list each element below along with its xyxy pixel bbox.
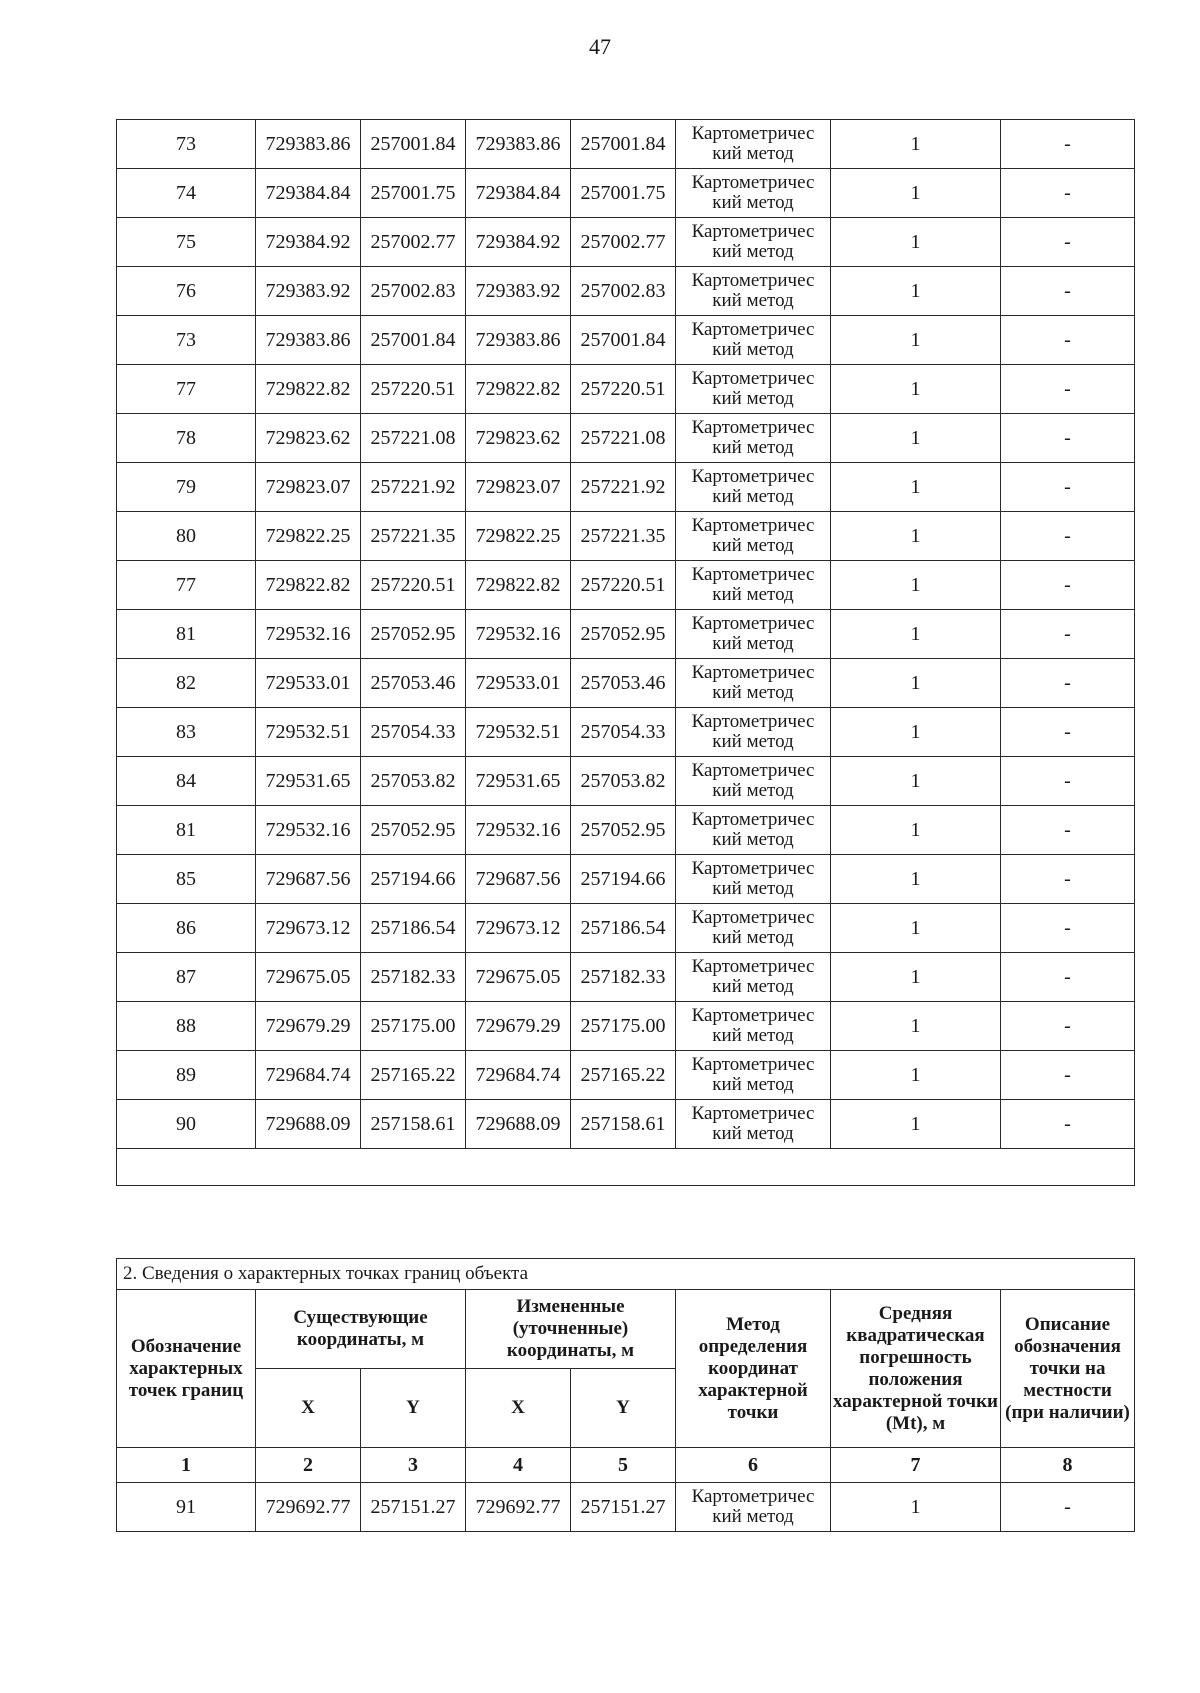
- mean-square-error-cell: 1: [831, 267, 1001, 316]
- point-id-cell: 79: [117, 463, 256, 512]
- table-row: [117, 218, 1135, 267]
- existing-y-cell: 257220.51: [361, 561, 466, 610]
- header-method: Метод определения координат характерной точки: [676, 1290, 831, 1448]
- method-cell: Картометричес кий метод: [676, 904, 831, 953]
- top-table-body: [117, 120, 1135, 1186]
- changed-y-cell: 257001.84: [571, 316, 676, 365]
- description-cell: -: [1001, 316, 1135, 365]
- changed-x-cell: 729532.51: [466, 708, 571, 757]
- changed-y-cell: 257151.27: [571, 1483, 676, 1532]
- mean-square-error-cell: 1: [831, 1002, 1001, 1051]
- table-row: [117, 120, 1135, 169]
- existing-x-cell: 729532.16: [256, 806, 361, 855]
- description-cell: -: [1001, 659, 1135, 708]
- description-cell: -: [1001, 414, 1135, 463]
- method-cell: Картометричес кий метод: [676, 267, 831, 316]
- existing-y-cell: 257001.84: [361, 316, 466, 365]
- changed-y-cell: 257158.61: [571, 1100, 676, 1149]
- changed-y-cell: 257221.08: [571, 414, 676, 463]
- existing-y-cell: 257052.95: [361, 610, 466, 659]
- description-cell: -: [1001, 169, 1135, 218]
- column-number-cell: 6: [676, 1448, 831, 1483]
- existing-x-cell: 729531.65: [256, 757, 361, 806]
- mean-square-error-cell: 1: [831, 365, 1001, 414]
- existing-x-cell: 729673.12: [256, 904, 361, 953]
- changed-x-cell: 729384.92: [466, 218, 571, 267]
- description-cell: -: [1001, 218, 1135, 267]
- table-row: [117, 1483, 1135, 1532]
- header-existing-x: X: [256, 1369, 361, 1448]
- method-cell: Картометричес кий метод: [676, 218, 831, 267]
- table-row: [117, 561, 1135, 610]
- empty-row: [117, 1149, 1135, 1186]
- changed-y-cell: 257221.35: [571, 512, 676, 561]
- table-row: [117, 855, 1135, 904]
- point-id-cell: 75: [117, 218, 256, 267]
- page-number: 47: [589, 34, 611, 59]
- point-id-cell: 74: [117, 169, 256, 218]
- mean-square-error-cell: 1: [831, 806, 1001, 855]
- existing-x-cell: 729533.01: [256, 659, 361, 708]
- existing-x-cell: 729688.09: [256, 1100, 361, 1149]
- method-cell: Картометричес кий метод: [676, 953, 831, 1002]
- existing-y-cell: 257001.84: [361, 120, 466, 169]
- existing-x-cell: 729675.05: [256, 953, 361, 1002]
- table-row: [117, 1051, 1135, 1100]
- existing-y-cell: 257221.92: [361, 463, 466, 512]
- existing-x-cell: 729532.16: [256, 610, 361, 659]
- changed-y-cell: 257052.95: [571, 610, 676, 659]
- coordinates-table-continued: [116, 119, 1135, 1186]
- mean-square-error-cell: 1: [831, 414, 1001, 463]
- description-cell: -: [1001, 512, 1135, 561]
- description-cell: -: [1001, 855, 1135, 904]
- changed-y-cell: 257002.83: [571, 267, 676, 316]
- mean-square-error-cell: 1: [831, 855, 1001, 904]
- mean-square-error-cell: 1: [831, 561, 1001, 610]
- changed-x-cell: 729822.25: [466, 512, 571, 561]
- point-id-cell: 86: [117, 904, 256, 953]
- method-cell: Картометричес кий метод: [676, 855, 831, 904]
- column-number-cell: 3: [361, 1448, 466, 1483]
- point-id-cell: 89: [117, 1051, 256, 1100]
- method-cell: Картометричес кий метод: [676, 1051, 831, 1100]
- mean-square-error-cell: 1: [831, 316, 1001, 365]
- mean-square-error-cell: 1: [831, 1483, 1001, 1532]
- description-cell: -: [1001, 120, 1135, 169]
- existing-x-cell: 729532.51: [256, 708, 361, 757]
- method-cell: Картометричес кий метод: [676, 561, 831, 610]
- changed-y-cell: 257186.54: [571, 904, 676, 953]
- changed-x-cell: 729675.05: [466, 953, 571, 1002]
- description-cell: -: [1001, 1002, 1135, 1051]
- changed-y-cell: 257002.77: [571, 218, 676, 267]
- point-id-cell: 73: [117, 316, 256, 365]
- changed-x-cell: 729823.07: [466, 463, 571, 512]
- existing-y-cell: 257221.35: [361, 512, 466, 561]
- point-id-cell: 81: [117, 806, 256, 855]
- changed-x-cell: 729684.74: [466, 1051, 571, 1100]
- changed-x-cell: 729823.62: [466, 414, 571, 463]
- bottom-table-body: [117, 1483, 1135, 1532]
- method-cell: Картометричес кий метод: [676, 414, 831, 463]
- changed-x-cell: 729692.77: [466, 1483, 571, 1532]
- existing-x-cell: 729384.92: [256, 218, 361, 267]
- existing-x-cell: 729822.82: [256, 365, 361, 414]
- changed-y-cell: 257175.00: [571, 1002, 676, 1051]
- changed-x-cell: 729383.86: [466, 120, 571, 169]
- mean-square-error-cell: 1: [831, 512, 1001, 561]
- changed-y-cell: 257053.82: [571, 757, 676, 806]
- changed-y-cell: 257054.33: [571, 708, 676, 757]
- description-cell: -: [1001, 953, 1135, 1002]
- method-cell: Картометричес кий метод: [676, 708, 831, 757]
- description-cell: -: [1001, 365, 1135, 414]
- changed-x-cell: 729822.82: [466, 365, 571, 414]
- existing-x-cell: 729383.86: [256, 120, 361, 169]
- table-row: [117, 708, 1135, 757]
- changed-x-cell: 729688.09: [466, 1100, 571, 1149]
- point-id-cell: 85: [117, 855, 256, 904]
- existing-y-cell: 257052.95: [361, 806, 466, 855]
- table-row: [117, 1002, 1135, 1051]
- boundary-points-table: [116, 1258, 1135, 1532]
- existing-y-cell: 257001.75: [361, 169, 466, 218]
- description-cell: -: [1001, 1051, 1135, 1100]
- existing-x-cell: 729823.62: [256, 414, 361, 463]
- changed-y-cell: 257221.92: [571, 463, 676, 512]
- existing-y-cell: 257151.27: [361, 1483, 466, 1532]
- column-numbers-row: [117, 1448, 1135, 1483]
- description-cell: -: [1001, 610, 1135, 659]
- header-description: Описание обозначения точки на местности (при наличии): [1001, 1290, 1135, 1448]
- table-row: [117, 414, 1135, 463]
- changed-y-cell: 257001.75: [571, 169, 676, 218]
- mean-square-error-cell: 1: [831, 757, 1001, 806]
- point-id-cell: 80: [117, 512, 256, 561]
- method-cell: Картометричес кий метод: [676, 1100, 831, 1149]
- empty-cell: [117, 1149, 1135, 1186]
- existing-x-cell: 729679.29: [256, 1002, 361, 1051]
- column-number-cell: 4: [466, 1448, 571, 1483]
- method-cell: Картометричес кий метод: [676, 512, 831, 561]
- column-number-cell: 2: [256, 1448, 361, 1483]
- method-cell: Картометричес кий метод: [676, 316, 831, 365]
- existing-y-cell: 257165.22: [361, 1051, 466, 1100]
- existing-x-cell: 729684.74: [256, 1051, 361, 1100]
- point-id-cell: 87: [117, 953, 256, 1002]
- point-id-cell: 91: [117, 1483, 256, 1532]
- section-title: 2. Сведения о характерных точках границ объекта: [117, 1259, 1135, 1290]
- mean-square-error-cell: 1: [831, 463, 1001, 512]
- point-id-cell: 77: [117, 561, 256, 610]
- description-cell: -: [1001, 904, 1135, 953]
- header-mean-square-error: Средняя квадратическая погрешность положения характерной точки (Mt), м: [831, 1290, 1001, 1448]
- table-row: [117, 806, 1135, 855]
- mean-square-error-cell: 1: [831, 708, 1001, 757]
- description-cell: -: [1001, 267, 1135, 316]
- existing-y-cell: 257175.00: [361, 1002, 466, 1051]
- header-point-designation: Обозначение характерных точек границ: [117, 1290, 256, 1448]
- existing-y-cell: 257002.77: [361, 218, 466, 267]
- changed-x-cell: 729673.12: [466, 904, 571, 953]
- changed-x-cell: 729384.84: [466, 169, 571, 218]
- description-cell: -: [1001, 1100, 1135, 1149]
- table-row: [117, 904, 1135, 953]
- header-changed-x: X: [466, 1369, 571, 1448]
- description-cell: -: [1001, 708, 1135, 757]
- point-id-cell: 90: [117, 1100, 256, 1149]
- description-cell: -: [1001, 806, 1135, 855]
- table-row: [117, 463, 1135, 512]
- existing-y-cell: 257053.82: [361, 757, 466, 806]
- existing-y-cell: 257194.66: [361, 855, 466, 904]
- changed-y-cell: 257001.84: [571, 120, 676, 169]
- changed-y-cell: 257220.51: [571, 561, 676, 610]
- changed-x-cell: 729679.29: [466, 1002, 571, 1051]
- changed-x-cell: 729533.01: [466, 659, 571, 708]
- point-id-cell: 76: [117, 267, 256, 316]
- changed-x-cell: 729822.82: [466, 561, 571, 610]
- existing-y-cell: 257053.46: [361, 659, 466, 708]
- existing-y-cell: 257158.61: [361, 1100, 466, 1149]
- existing-y-cell: 257220.51: [361, 365, 466, 414]
- changed-y-cell: 257052.95: [571, 806, 676, 855]
- existing-y-cell: 257221.08: [361, 414, 466, 463]
- table-row: [117, 512, 1135, 561]
- column-number-cell: 7: [831, 1448, 1001, 1483]
- method-cell: Картометричес кий метод: [676, 1002, 831, 1051]
- point-id-cell: 77: [117, 365, 256, 414]
- existing-x-cell: 729383.92: [256, 267, 361, 316]
- existing-x-cell: 729692.77: [256, 1483, 361, 1532]
- method-cell: Картометричес кий метод: [676, 806, 831, 855]
- changed-x-cell: 729531.65: [466, 757, 571, 806]
- header-changed-coordinates: Измененные (уточненные) координаты, м: [466, 1290, 676, 1369]
- changed-x-cell: 729532.16: [466, 610, 571, 659]
- table-row: [117, 659, 1135, 708]
- method-cell: Картометричес кий метод: [676, 610, 831, 659]
- description-cell: -: [1001, 463, 1135, 512]
- table-row: [117, 757, 1135, 806]
- point-id-cell: 81: [117, 610, 256, 659]
- existing-x-cell: 729823.07: [256, 463, 361, 512]
- mean-square-error-cell: 1: [831, 1051, 1001, 1100]
- mean-square-error-cell: 1: [831, 659, 1001, 708]
- changed-y-cell: 257194.66: [571, 855, 676, 904]
- header-existing-y: Y: [361, 1369, 466, 1448]
- point-id-cell: 78: [117, 414, 256, 463]
- mean-square-error-cell: 1: [831, 953, 1001, 1002]
- changed-x-cell: 729687.56: [466, 855, 571, 904]
- table-row: [117, 1100, 1135, 1149]
- table-row: [117, 267, 1135, 316]
- mean-square-error-cell: 1: [831, 169, 1001, 218]
- point-id-cell: 83: [117, 708, 256, 757]
- table-row: [117, 365, 1135, 414]
- changed-y-cell: 257220.51: [571, 365, 676, 414]
- method-cell: Картометричес кий метод: [676, 120, 831, 169]
- existing-y-cell: 257186.54: [361, 904, 466, 953]
- mean-square-error-cell: 1: [831, 218, 1001, 267]
- changed-x-cell: 729383.86: [466, 316, 571, 365]
- method-cell: Картометричес кий метод: [676, 463, 831, 512]
- table-row: [117, 316, 1135, 365]
- column-number-cell: 5: [571, 1448, 676, 1483]
- changed-y-cell: 257053.46: [571, 659, 676, 708]
- description-cell: -: [1001, 757, 1135, 806]
- mean-square-error-cell: 1: [831, 120, 1001, 169]
- changed-y-cell: 257165.22: [571, 1051, 676, 1100]
- header-existing-coordinates: Существующие координаты, м: [256, 1290, 466, 1369]
- existing-x-cell: 729822.25: [256, 512, 361, 561]
- mean-square-error-cell: 1: [831, 904, 1001, 953]
- mean-square-error-cell: 1: [831, 610, 1001, 659]
- description-cell: -: [1001, 561, 1135, 610]
- table-row: [117, 610, 1135, 659]
- existing-y-cell: 257002.83: [361, 267, 466, 316]
- table-row: [117, 953, 1135, 1002]
- changed-y-cell: 257182.33: [571, 953, 676, 1002]
- existing-x-cell: 729822.82: [256, 561, 361, 610]
- table-row: [117, 169, 1135, 218]
- changed-x-cell: 729383.92: [466, 267, 571, 316]
- existing-x-cell: 729687.56: [256, 855, 361, 904]
- existing-y-cell: 257182.33: [361, 953, 466, 1002]
- existing-x-cell: 729384.84: [256, 169, 361, 218]
- method-cell: Картометричес кий метод: [676, 757, 831, 806]
- column-number-cell: 1: [117, 1448, 256, 1483]
- description-cell: -: [1001, 1483, 1135, 1532]
- point-id-cell: 82: [117, 659, 256, 708]
- method-cell: Картометричес кий метод: [676, 365, 831, 414]
- header-changed-y: Y: [571, 1369, 676, 1448]
- column-number-cell: 8: [1001, 1448, 1135, 1483]
- point-id-cell: 73: [117, 120, 256, 169]
- existing-x-cell: 729383.86: [256, 316, 361, 365]
- method-cell: Картометричес кий метод: [676, 169, 831, 218]
- mean-square-error-cell: 1: [831, 1100, 1001, 1149]
- changed-x-cell: 729532.16: [466, 806, 571, 855]
- method-cell: Картометричес кий метод: [676, 659, 831, 708]
- point-id-cell: 88: [117, 1002, 256, 1051]
- method-cell: Картометричес кий метод: [676, 1483, 831, 1532]
- existing-y-cell: 257054.33: [361, 708, 466, 757]
- point-id-cell: 84: [117, 757, 256, 806]
